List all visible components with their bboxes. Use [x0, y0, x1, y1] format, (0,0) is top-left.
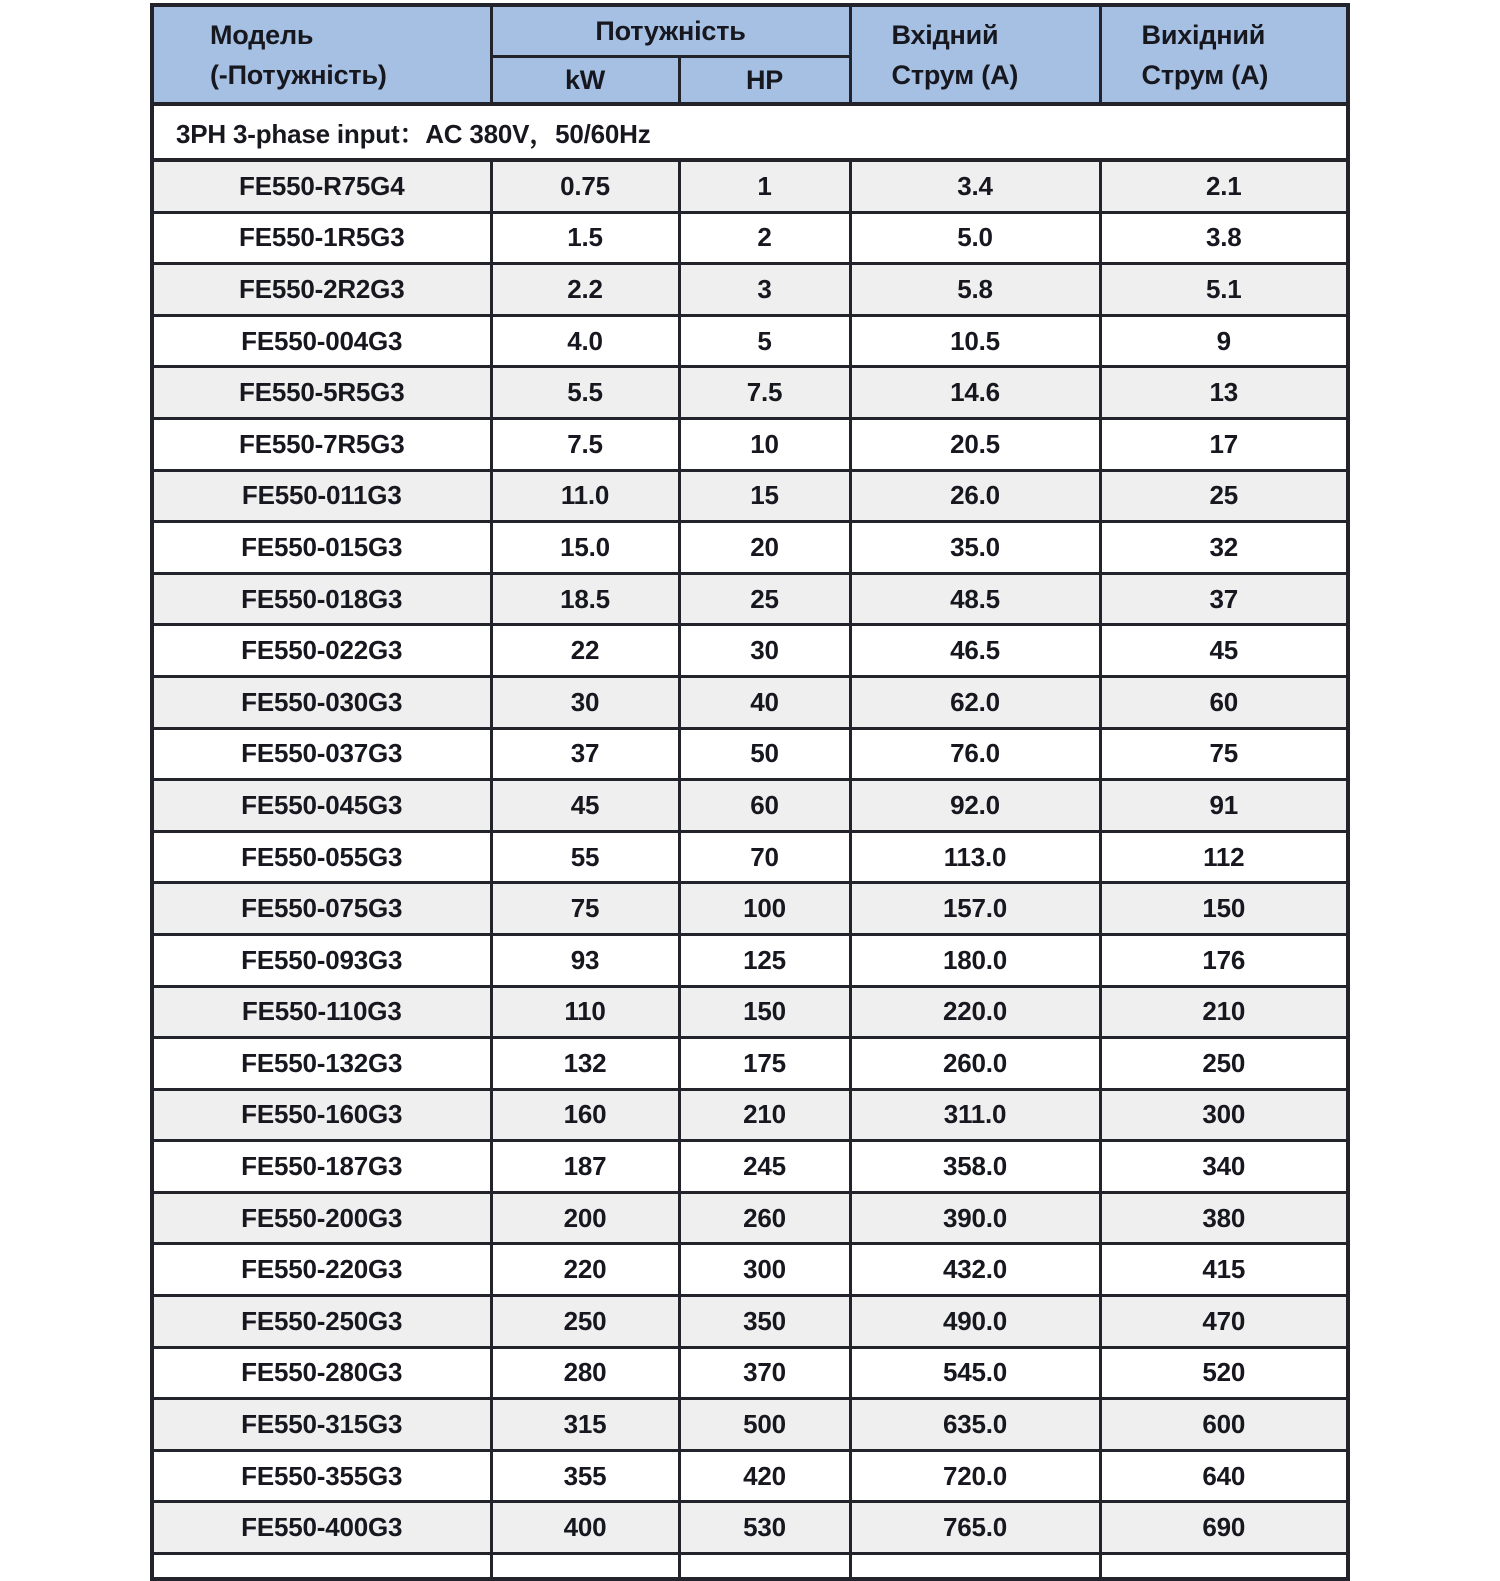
cell-kw: 220 [491, 1244, 679, 1296]
cell-hp: 10 [679, 418, 850, 470]
header-input-line1: Вхідний [891, 19, 999, 50]
header-model [152, 5, 491, 104]
cell-kw: 37 [491, 728, 679, 780]
cell-kw: 110 [491, 986, 679, 1038]
header-kw: kW [491, 57, 679, 105]
table-row [152, 1089, 1348, 1141]
cell-output-current: 300 [1100, 1089, 1348, 1141]
cell-output-current: 250 [1100, 1038, 1348, 1090]
cell-input-current: 358.0 [850, 1141, 1100, 1193]
cell-output-current: 415 [1100, 1244, 1348, 1296]
cell-model: FE550-187G3 [152, 1141, 491, 1193]
cell-hp: 420 [679, 1450, 850, 1502]
cell-output-current: 32 [1100, 522, 1348, 574]
cell-input-current: 92.0 [850, 780, 1100, 832]
table-row [152, 418, 1348, 470]
cell-model: FE550-018G3 [152, 573, 491, 625]
cell-output-current: 690 [1100, 1502, 1348, 1554]
cell-hp: 25 [679, 573, 850, 625]
cell-kw: 280 [491, 1347, 679, 1399]
cell-input-current: 157.0 [850, 883, 1100, 935]
cell-input-current: 20.5 [850, 418, 1100, 470]
header-output-line1: Вихідний [1141, 19, 1266, 50]
cell-kw: 355 [491, 1450, 679, 1502]
cell-output-current: 210 [1100, 986, 1348, 1038]
table-row [152, 315, 1348, 367]
header-hp: HP [679, 57, 850, 105]
cell-hp: 5 [679, 315, 850, 367]
cell-model: FE550-015G3 [152, 522, 491, 574]
cell-kw: 1.5 [491, 212, 679, 264]
header-power: Потужність [491, 5, 850, 57]
table-row [152, 1399, 1348, 1451]
cell-input-current: 260.0 [850, 1038, 1100, 1090]
header-output-line2: Струм (А) [1141, 59, 1269, 90]
cell-input-current: 48.5 [850, 573, 1100, 625]
cell-input-current: 5.8 [850, 264, 1100, 316]
cell-input-current: 3.4 [850, 160, 1100, 212]
table-row [152, 367, 1348, 419]
cell-output-current: 176 [1100, 934, 1348, 986]
table-row [152, 1141, 1348, 1193]
cell-output-current: 112 [1100, 831, 1348, 883]
cell-input-current: 390.0 [850, 1192, 1100, 1244]
cell-kw: 15.0 [491, 522, 679, 574]
table-row [152, 676, 1348, 728]
cell-input-current: 35.0 [850, 522, 1100, 574]
cell-output-current: 37 [1100, 573, 1348, 625]
cell-kw: 11.0 [491, 470, 679, 522]
table-row [152, 1502, 1348, 1554]
cell-input-current: 26.0 [850, 470, 1100, 522]
partial-cell [850, 1554, 1100, 1580]
cell-kw: 22 [491, 625, 679, 677]
cell-hp: 15 [679, 470, 850, 522]
cell-hp: 7.5 [679, 367, 850, 419]
cell-output-current: 600 [1100, 1399, 1348, 1451]
table-row [152, 728, 1348, 780]
cell-kw: 400 [491, 1502, 679, 1554]
cell-output-current: 13 [1100, 367, 1348, 419]
table-row [152, 160, 1348, 212]
table-row [152, 883, 1348, 935]
cell-kw: 160 [491, 1089, 679, 1141]
cell-model: FE550-315G3 [152, 1399, 491, 1451]
cell-kw: 2.2 [491, 264, 679, 316]
cell-hp: 175 [679, 1038, 850, 1090]
cell-output-current: 380 [1100, 1192, 1348, 1244]
section-note-body [152, 104, 1348, 160]
cell-hp: 500 [679, 1399, 850, 1451]
spec-table [150, 3, 1350, 1581]
cell-input-current: 46.5 [850, 625, 1100, 677]
cell-model: FE550-030G3 [152, 676, 491, 728]
cell-output-current: 3.8 [1100, 212, 1348, 264]
table-header [152, 5, 1348, 104]
cell-hp: 30 [679, 625, 850, 677]
cell-hp: 1 [679, 160, 850, 212]
header-model-line1: Модель [210, 19, 314, 50]
cell-model: FE550-280G3 [152, 1347, 491, 1399]
table-row [152, 934, 1348, 986]
cell-output-current: 91 [1100, 780, 1348, 832]
cell-model: FE550-1R5G3 [152, 212, 491, 264]
cell-output-current: 60 [1100, 676, 1348, 728]
cell-input-current: 720.0 [850, 1450, 1100, 1502]
cell-input-current: 180.0 [850, 934, 1100, 986]
cell-input-current: 765.0 [850, 1502, 1100, 1554]
cell-hp: 210 [679, 1089, 850, 1141]
cell-input-current: 432.0 [850, 1244, 1100, 1296]
cell-input-current: 113.0 [850, 831, 1100, 883]
cell-hp: 70 [679, 831, 850, 883]
table-row [152, 780, 1348, 832]
cell-output-current: 150 [1100, 883, 1348, 935]
cell-model: FE550-R75G4 [152, 160, 491, 212]
cell-model: FE550-2R2G3 [152, 264, 491, 316]
cell-hp: 3 [679, 264, 850, 316]
table-row [152, 1192, 1348, 1244]
partial-row-body [152, 1554, 1348, 1580]
cell-kw: 4.0 [491, 315, 679, 367]
table-row [152, 986, 1348, 1038]
cell-hp: 125 [679, 934, 850, 986]
cell-input-current: 545.0 [850, 1347, 1100, 1399]
cell-input-current: 10.5 [850, 315, 1100, 367]
cell-kw: 187 [491, 1141, 679, 1193]
cell-kw: 5.5 [491, 367, 679, 419]
cell-hp: 60 [679, 780, 850, 832]
section-note: 3PH 3-phase input：AC 380V，50/60Hz [152, 104, 1348, 160]
table-body [152, 160, 1348, 1554]
header-input-line2: Струм (А) [891, 59, 1019, 90]
cell-kw: 75 [491, 883, 679, 935]
cell-model: FE550-160G3 [152, 1089, 491, 1141]
cell-model: FE550-200G3 [152, 1192, 491, 1244]
cell-kw: 315 [491, 1399, 679, 1451]
cell-hp: 20 [679, 522, 850, 574]
cell-model: FE550-037G3 [152, 728, 491, 780]
cell-input-current: 76.0 [850, 728, 1100, 780]
cell-input-current: 5.0 [850, 212, 1100, 264]
cell-hp: 2 [679, 212, 850, 264]
partial-cell [1100, 1554, 1348, 1580]
table-row [152, 470, 1348, 522]
cell-hp: 260 [679, 1192, 850, 1244]
cell-model: FE550-075G3 [152, 883, 491, 935]
cell-hp: 50 [679, 728, 850, 780]
header-input-current [850, 5, 1100, 104]
cell-model: FE550-7R5G3 [152, 418, 491, 470]
cell-hp: 150 [679, 986, 850, 1038]
cell-model: FE550-5R5G3 [152, 367, 491, 419]
cell-input-current: 62.0 [850, 676, 1100, 728]
table-row [152, 1296, 1348, 1348]
cell-model: FE550-045G3 [152, 780, 491, 832]
cell-model: FE550-093G3 [152, 934, 491, 986]
cell-hp: 370 [679, 1347, 850, 1399]
header-output-current [1100, 5, 1348, 104]
cell-hp: 530 [679, 1502, 850, 1554]
cell-output-current: 2.1 [1100, 160, 1348, 212]
table-row [152, 1450, 1348, 1502]
cell-kw: 7.5 [491, 418, 679, 470]
cell-hp: 100 [679, 883, 850, 935]
partial-row [152, 1554, 1348, 1580]
cell-output-current: 45 [1100, 625, 1348, 677]
cell-model: FE550-011G3 [152, 470, 491, 522]
cell-kw: 132 [491, 1038, 679, 1090]
table-row [152, 573, 1348, 625]
cell-model: FE550-004G3 [152, 315, 491, 367]
header-row-1 [152, 5, 1348, 57]
table-row [152, 522, 1348, 574]
cell-output-current: 9 [1100, 315, 1348, 367]
table-row [152, 1244, 1348, 1296]
cell-output-current: 340 [1100, 1141, 1348, 1193]
cell-kw: 30 [491, 676, 679, 728]
cell-output-current: 17 [1100, 418, 1348, 470]
table-row [152, 625, 1348, 677]
table-row [152, 831, 1348, 883]
table-row [152, 212, 1348, 264]
cell-hp: 245 [679, 1141, 850, 1193]
partial-cell [152, 1554, 491, 1580]
cell-kw: 18.5 [491, 573, 679, 625]
cell-kw: 200 [491, 1192, 679, 1244]
cell-kw: 45 [491, 780, 679, 832]
table-row [152, 264, 1348, 316]
cell-kw: 250 [491, 1296, 679, 1348]
cell-input-current: 311.0 [850, 1089, 1100, 1141]
header-model-line2: (-Потужність) [210, 59, 387, 90]
cell-hp: 350 [679, 1296, 850, 1348]
cell-output-current: 640 [1100, 1450, 1348, 1502]
cell-input-current: 220.0 [850, 986, 1100, 1038]
cell-model: FE550-220G3 [152, 1244, 491, 1296]
cell-model: FE550-132G3 [152, 1038, 491, 1090]
partial-cell [491, 1554, 679, 1580]
cell-input-current: 490.0 [850, 1296, 1100, 1348]
cell-kw: 93 [491, 934, 679, 986]
cell-output-current: 520 [1100, 1347, 1348, 1399]
table-row [152, 1038, 1348, 1090]
cell-hp: 300 [679, 1244, 850, 1296]
cell-model: FE550-355G3 [152, 1450, 491, 1502]
cell-kw: 55 [491, 831, 679, 883]
cell-model: FE550-055G3 [152, 831, 491, 883]
cell-output-current: 470 [1100, 1296, 1348, 1348]
cell-input-current: 14.6 [850, 367, 1100, 419]
section-note-row [152, 104, 1348, 160]
cell-output-current: 75 [1100, 728, 1348, 780]
cell-kw: 0.75 [491, 160, 679, 212]
cell-output-current: 25 [1100, 470, 1348, 522]
partial-cell [679, 1554, 850, 1580]
table-row [152, 1347, 1348, 1399]
cell-model: FE550-400G3 [152, 1502, 491, 1554]
cell-model: FE550-022G3 [152, 625, 491, 677]
cell-output-current: 5.1 [1100, 264, 1348, 316]
cell-model: FE550-110G3 [152, 986, 491, 1038]
cell-hp: 40 [679, 676, 850, 728]
cell-model: FE550-250G3 [152, 1296, 491, 1348]
cell-input-current: 635.0 [850, 1399, 1100, 1451]
